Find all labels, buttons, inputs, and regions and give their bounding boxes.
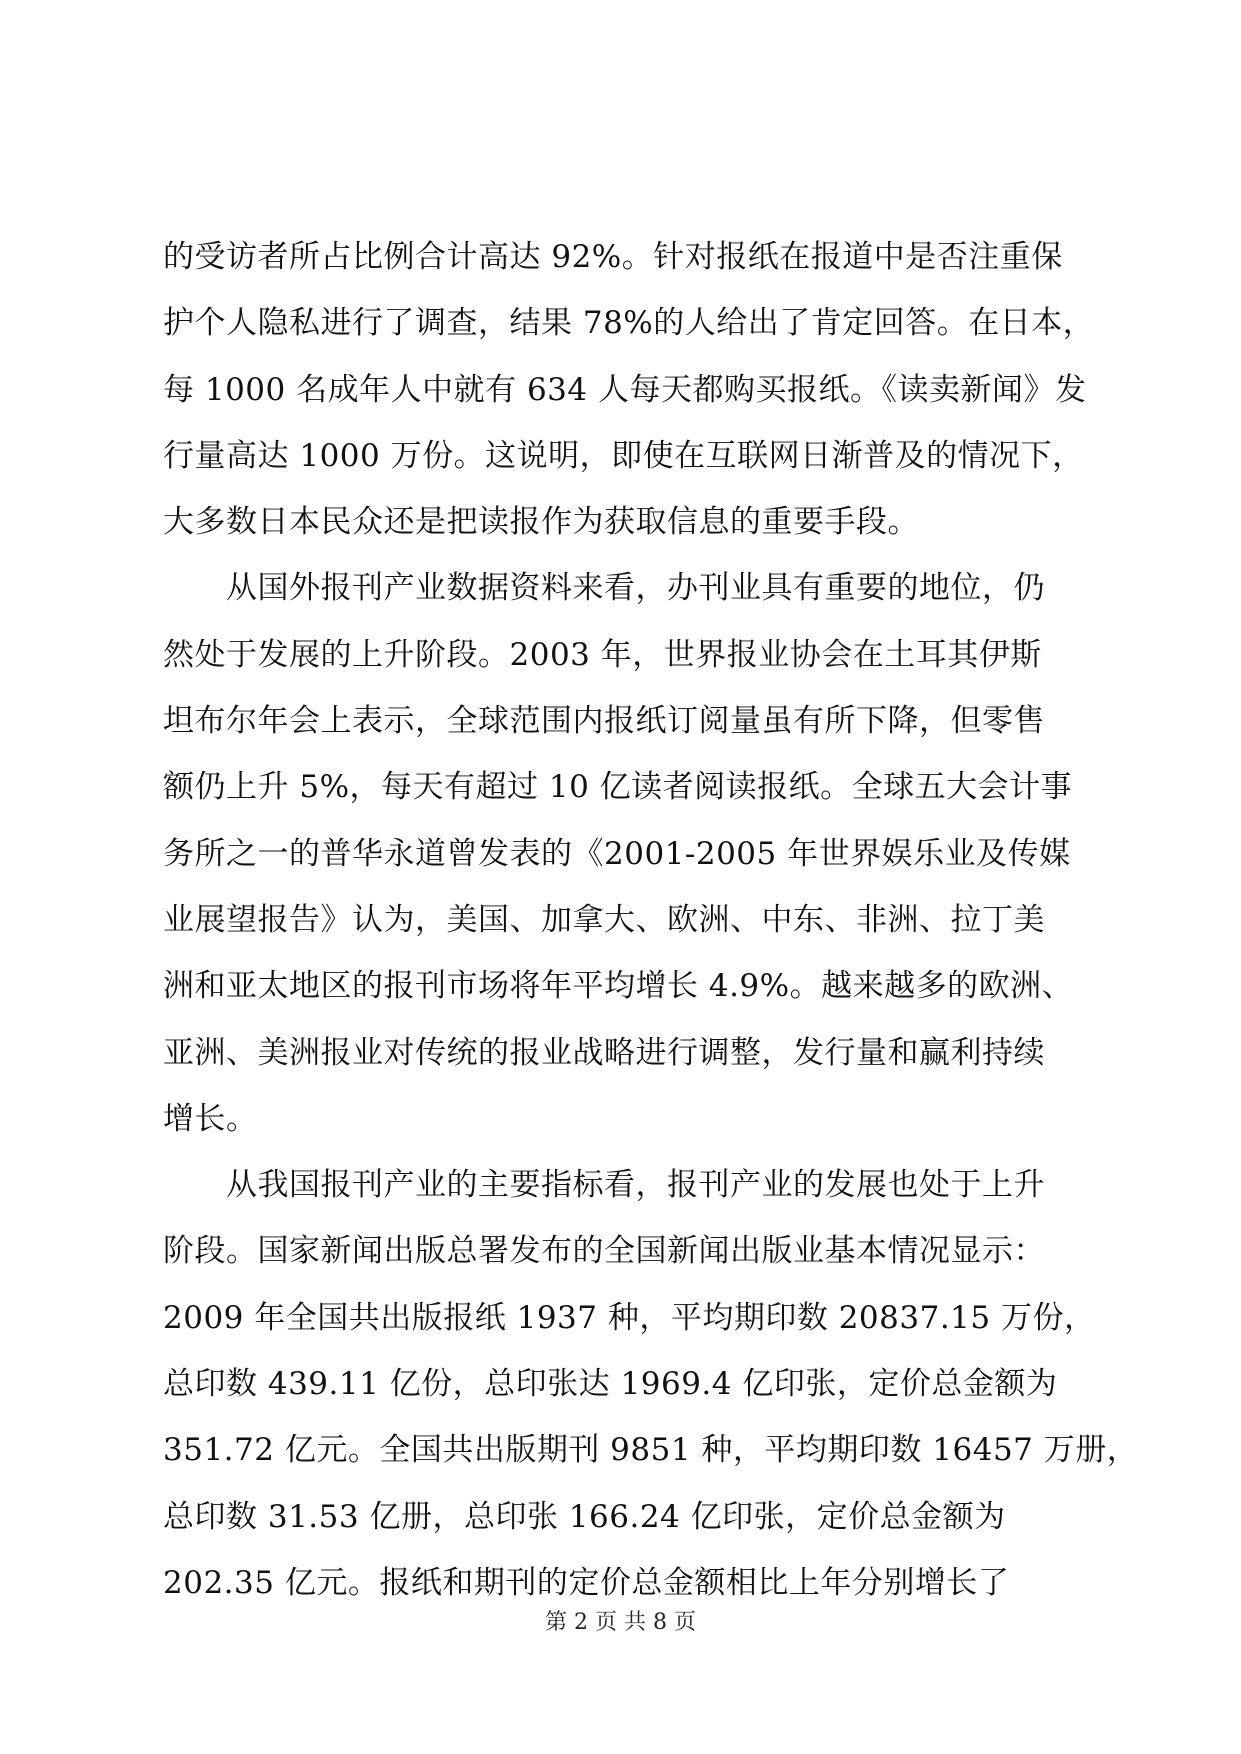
text-line: 亚洲、美洲报业对传统的报业战略进行调整，发行量和赢利持续: [163, 1034, 1045, 1071]
text-line: 务所之一的普华永道曾发表的《2001-2005 年世界娱乐业及传媒: [163, 835, 1071, 872]
text-line: 额仍上升 5%，每天有超过 10 亿读者阅读报纸。全球五大会计事: [163, 769, 1073, 806]
text-line: 业展望报告》认为，美国、加拿大、欧洲、中东、非洲、拉丁美: [163, 901, 1045, 938]
page-number-label: 第 2 页 共 8 页: [545, 1610, 696, 1635]
text-line: 护个人隐私进行了调查，结果 78%的人给出了肯定回答。在日本，: [163, 305, 1095, 342]
text-line: 然处于发展的上升阶段。2003 年，世界报业协会在土耳其伊斯: [163, 636, 1042, 673]
text-line: 202.35 亿元。报纸和期刊的定价总金额相比上年分别增长了: [163, 1564, 1010, 1601]
paragraph-start-line: 从国外报刊产业数据资料来看，办刊业具有重要的地位，仍: [226, 570, 1045, 607]
paragraph-start-line: 从我国报刊产业的主要指标看，报刊产业的发展也处于上升: [226, 1167, 1045, 1204]
text-line: 坦布尔年会上表示，全球范围内报纸订阅量虽有所下降，但零售: [163, 703, 1045, 740]
text-line: 每 1000 名成年人中就有 634 人每天都购买报纸。《读卖新闻》发: [163, 371, 1087, 408]
text-line: 总印数 439.11 亿份，总印张达 1969.4 亿印张，定价总金额为: [163, 1366, 1058, 1403]
text-line: 阶段。国家新闻出版总署发布的全国新闻出版业基本情况显示：: [163, 1233, 1045, 1270]
text-line: 增长。: [163, 1100, 258, 1137]
text-line: 总印数 31.53 亿册，总印张 166.24 亿印张，定价总金额为: [163, 1498, 1006, 1535]
text-line: 351.72 亿元。全国共出版期刊 9851 种，平均期印数 16457 万册，: [163, 1432, 1139, 1469]
text-line: 2009 年全国共出版报纸 1937 种，平均期印数 20837.15 万份，: [163, 1299, 1096, 1336]
text-line: 的受访者所占比例合计高达 92%。针对报纸在报道中是否注重保: [163, 239, 1063, 275]
text-line: 大多数日本民众还是把读报作为获取信息的重要手段。: [163, 504, 919, 541]
body-text: [163, 224, 1139, 1616]
page-footer: [0, 1608, 1241, 1638]
text-line: 洲和亚太地区的报刊市场将年平均增长 4.9%。越来越多的欧洲、: [163, 968, 1074, 1005]
text-line: 行量高达 1000 万份。这说明，即使在互联网日渐普及的情况下，: [163, 437, 1084, 474]
